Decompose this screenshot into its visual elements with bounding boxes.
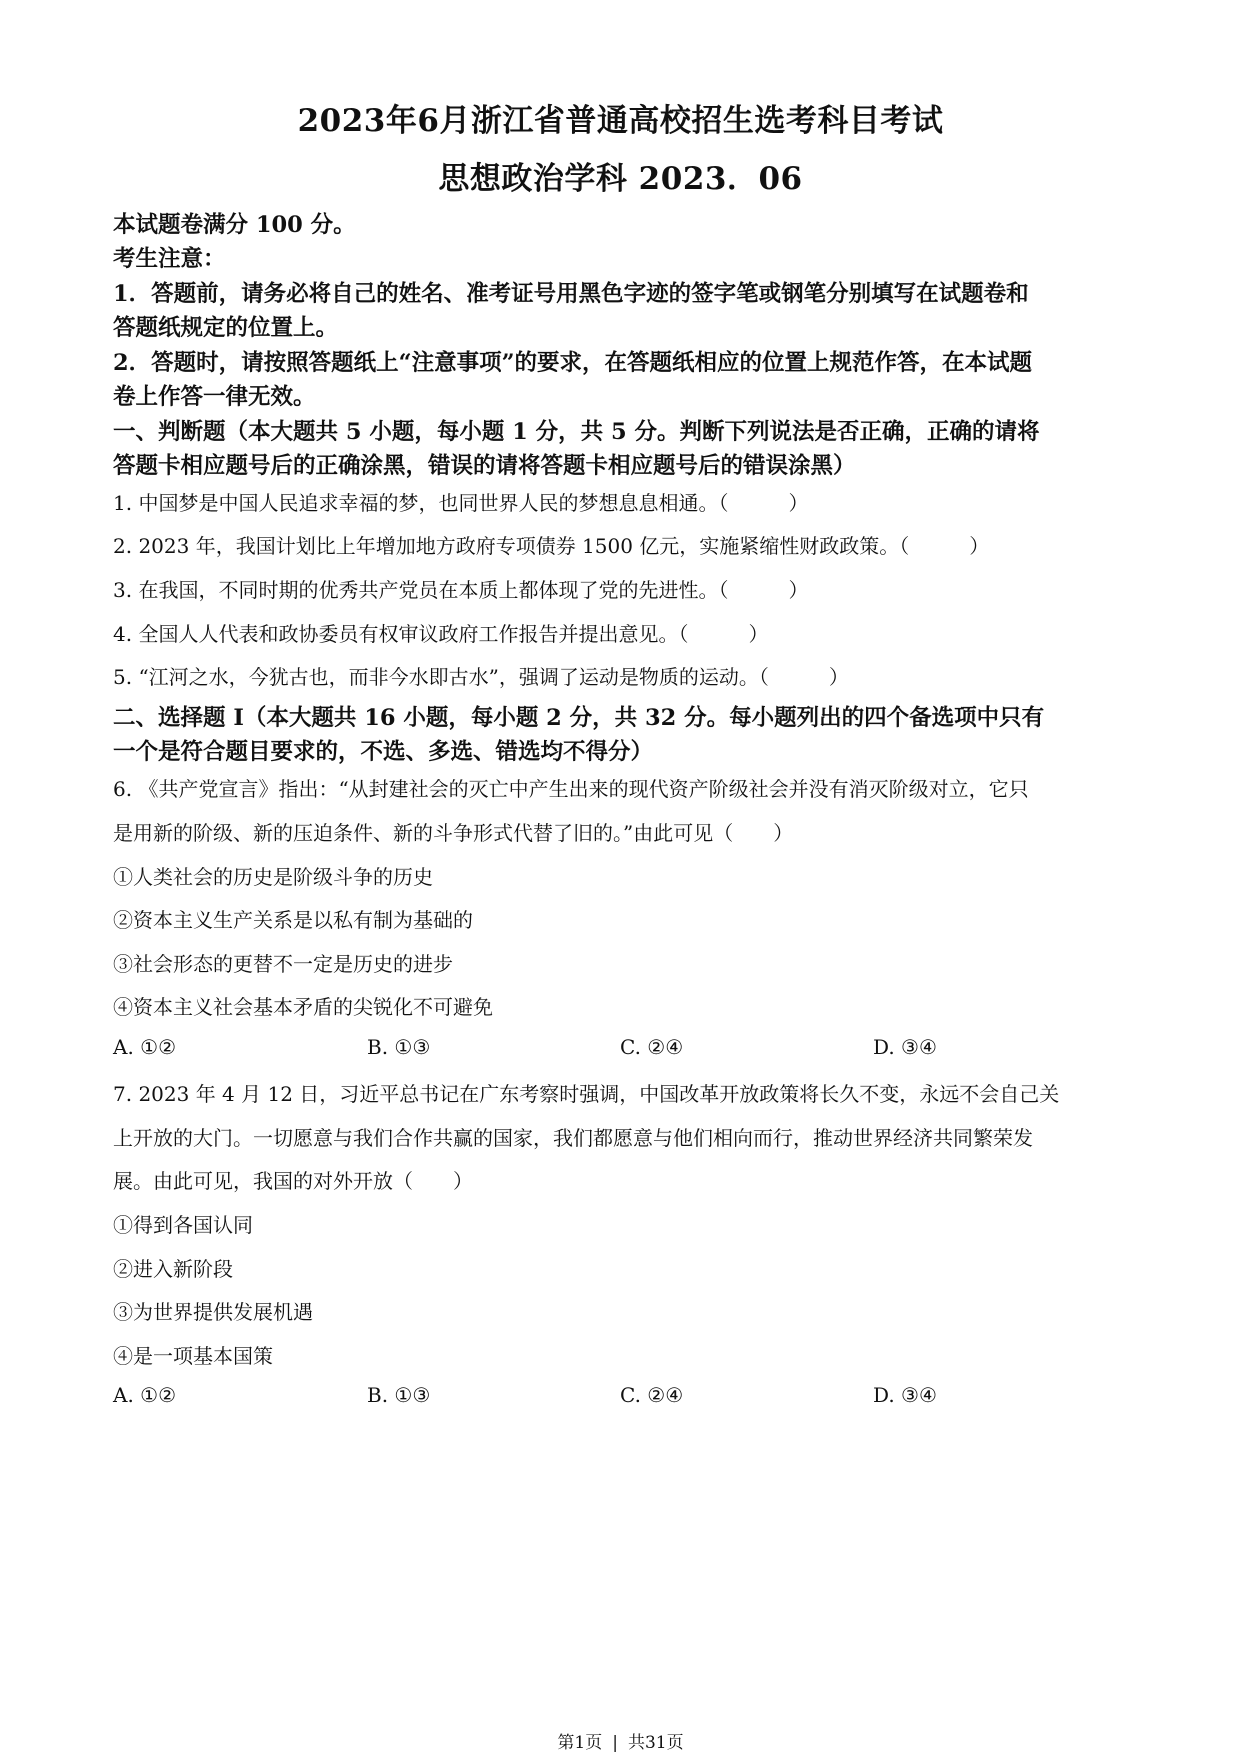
question-6-statement-3: ③社会形态的更替不一定是历史的进步 [113,952,453,976]
question-7-option-c: C. ②④ [620,1383,684,1407]
full-score-note: 本试题卷满分 100 分。 [113,212,356,238]
note-item-2-line-1: 2．答题时，请按照答题纸上“注意事项”的要求，在答题纸相应的位置上规范作答，在本试题 [113,350,1033,376]
question-7-statement-4: ④是一项基本国策 [113,1344,273,1368]
section-1-heading-line-2: 答题卡相应题号后的正确涂黑，错误的请将答题卡相应题号后的错误涂黑） [113,453,856,479]
question-7-statement-3: ③为世界提供发展机遇 [113,1300,313,1324]
footer-separator: | [612,1733,618,1753]
question-7-option-b: B. ①③ [367,1383,431,1407]
page-subtitle: 思想政治学科 2023．06 [438,161,803,197]
question-6-stem-line-2: 是用新的阶级、新的压迫条件、新的斗争形式代替了旧的。”由此可见（ ） [113,821,794,845]
note-item-1-line-2: 答题纸规定的位置上。 [113,315,339,341]
question-7-statement-1: ①得到各国认同 [113,1213,253,1237]
question-7-option-a: A. ①② [113,1383,177,1407]
question-6-option-c: C. ②④ [620,1035,684,1059]
question-1: 1. 中国梦是中国人民追求幸福的梦，也同世界人民的梦想息息相通。（ ） [113,491,809,515]
attention-heading: 考生注意： [113,246,226,272]
question-2: 2. 2023 年，我国计划比上年增加地方政府专项债券 1500 亿元，实施紧缩性财政政策。（ ） [113,534,990,558]
question-6-statement-1: ①人类社会的历史是阶级斗争的历史 [113,865,433,889]
section-2-heading-line-2: 一个是符合题目要求的，不选、多选、错选均不得分） [113,739,654,765]
question-5: 5. “江河之水，今犹古也，而非今水即古水”，强调了运动是物质的运动。（ ） [113,665,849,689]
question-6-option-a: A. ①② [113,1035,177,1059]
note-item-1-line-1: 1．答题前，请务必将自己的姓名、准考证号用黑色字迹的签字笔或钢笔分别填写在试题卷和 [113,281,1029,307]
question-7-stem-line-1: 7. 2023 年 4 月 12 日，习近平总书记在广东考察时强调，中国改革开放政策将长久不变，永远不会自己关 [113,1082,1060,1106]
question-6-statement-4: ④资本主义社会基本矛盾的尖锐化不可避免 [113,995,493,1019]
note-item-2-line-2: 卷上作答一律无效。 [113,384,316,410]
footer-page-number: 第1页 [557,1733,603,1753]
question-7-option-d: D. ③④ [873,1383,937,1407]
question-7-stem-line-3: 展。由此可见，我国的对外开放（ ） [113,1169,473,1193]
section-2-heading-line-1: 二、选择题 I（本大题共 16 小题，每小题 2 分，共 32 分。每小题列出的四个备选项中只有 [113,705,1045,731]
question-7-statement-2: ②进入新阶段 [113,1257,233,1281]
question-6-statement-2: ②资本主义生产关系是以私有制为基础的 [113,908,473,932]
question-6-option-d: D. ③④ [873,1035,937,1059]
question-3: 3. 在我国，不同时期的优秀共产党员在本质上都体现了党的先进性。（ ） [113,578,809,602]
question-4: 4. 全国人人代表和政协委员有权审议政府工作报告并提出意见。（ ） [113,622,769,646]
question-7-stem-line-2: 上开放的大门。一切愿意与我们合作共赢的国家，我们都愿意与他们相向而行，推动世界经济共同繁荣发 [113,1126,1033,1150]
page-footer [0,1728,1241,1753]
question-6-option-b: B. ①③ [367,1035,431,1059]
page-title: 2023年6月浙江省普通高校招生选考科目考试 [297,103,944,139]
footer-total-pages: 共31页 [627,1733,684,1753]
question-6-stem-line-1: 6. 《共产党宣言》指出：“从封建社会的灭亡中产生出来的现代资产阶级社会并没有消灭阶级对立，它只 [113,777,1029,801]
section-1-heading-line-1: 一、判断题（本大题共 5 小题，每小题 1 分，共 5 分。判断下列说法是否正确，正确的请将 [113,419,1040,445]
